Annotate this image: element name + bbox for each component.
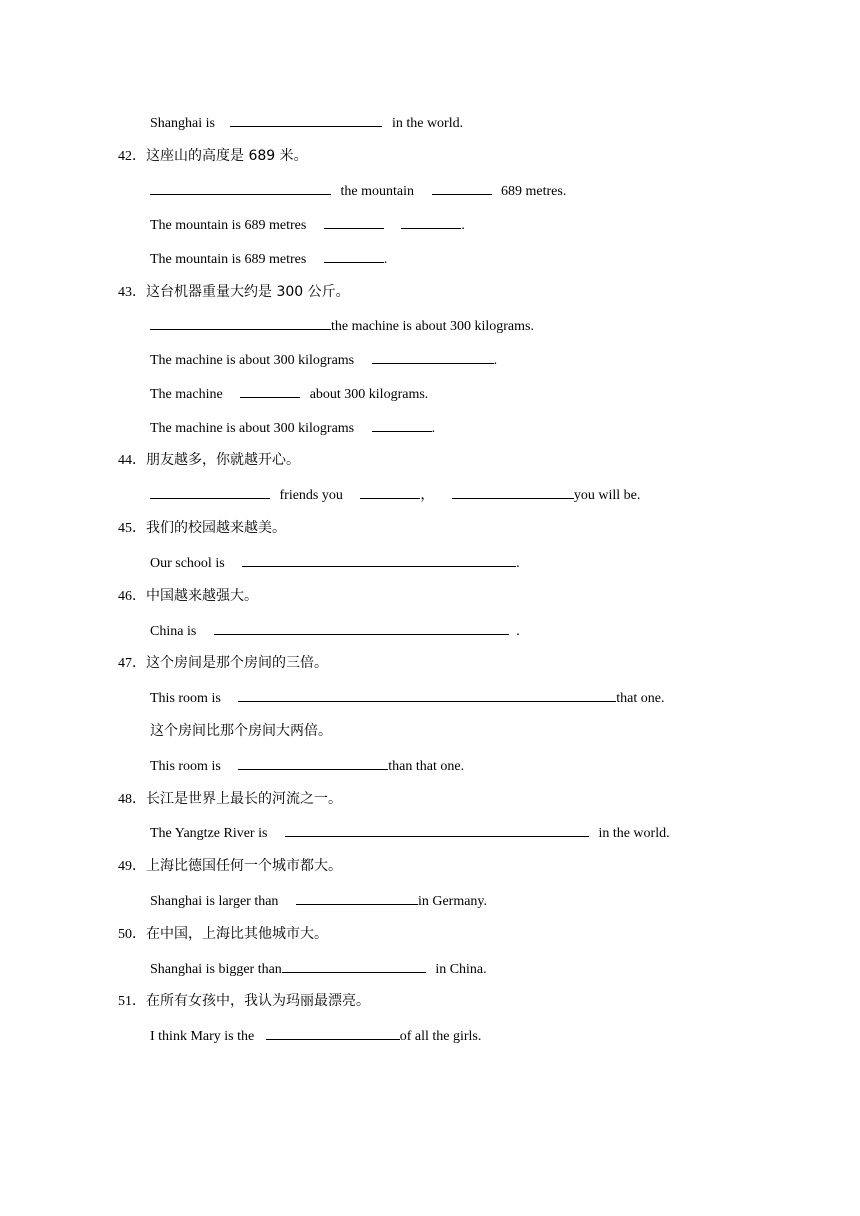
question-44 (118, 451, 300, 470)
answer-blank[interactable] (240, 384, 300, 398)
answer-line (150, 823, 670, 843)
answer-line (150, 384, 428, 404)
answer-blank[interactable] (150, 181, 331, 195)
answer-blank[interactable] (242, 553, 516, 567)
question-number: 50． (118, 927, 146, 942)
answer-line (150, 688, 665, 708)
sentence-text: in Germany. (417, 894, 488, 909)
answer-line (150, 316, 534, 336)
sentence-text: in the world. (391, 116, 464, 131)
sentence-text: that one. (616, 691, 665, 706)
sentence-text: . (516, 556, 520, 571)
answer-blank[interactable] (401, 215, 461, 229)
question-46 (118, 587, 258, 606)
answer-line (150, 249, 387, 269)
sentence-text: Shanghai is (150, 116, 215, 131)
sentence-text: Shanghai is larger than (150, 894, 279, 909)
question-48 (118, 790, 342, 809)
question-prompt: 长江是世界上最长的河流之一。 (146, 791, 342, 807)
sentence-text: The mountain is 689 metres (150, 252, 307, 267)
sentence-text: ， (420, 488, 435, 503)
sentence-text: in China. (435, 962, 487, 977)
answer-line (150, 553, 520, 573)
question-50 (118, 925, 328, 944)
answer-blank[interactable] (150, 316, 331, 330)
sentence-text: . (516, 624, 520, 639)
answer-line (150, 621, 520, 641)
answer-blank[interactable] (324, 249, 384, 263)
question-47 (118, 654, 328, 673)
sentence-text: The machine is about 300 kilograms (150, 421, 355, 436)
question-43 (118, 283, 350, 302)
question-number: 44． (118, 453, 146, 468)
answer-line (150, 181, 566, 201)
question-prompt: 在所有女孩中，我认为玛丽最漂亮。 (146, 993, 370, 1009)
question-prompt: 上海比德国任何一个城市都大。 (146, 858, 342, 874)
answer-line (150, 215, 465, 235)
question-number: 46． (118, 589, 146, 604)
question-number: 47． (118, 656, 146, 671)
answer-line (150, 959, 487, 979)
question-49 (118, 857, 342, 876)
sentence-text: . (461, 218, 465, 233)
sentence-text: This room is (150, 759, 221, 774)
answer-blank[interactable] (214, 621, 509, 635)
question-number: 48． (118, 792, 146, 807)
sentence-text: The Yangtze River is (150, 826, 268, 841)
sentence-text: The mountain is 689 metres (150, 218, 307, 233)
sentence-text: friends you (279, 488, 343, 503)
question-51 (118, 992, 370, 1011)
sentence-text: in the world. (598, 826, 670, 841)
sentence-text: . (493, 353, 498, 368)
question-number: 42． (118, 149, 146, 164)
sub-question-prompt (150, 722, 332, 741)
sentence-text: about 300 kilograms. (309, 387, 429, 402)
answer-blank[interactable] (150, 485, 270, 499)
sentence-text: than that one. (388, 759, 465, 774)
sentence-text: of all the girls. (399, 1029, 482, 1044)
sentence-text: This room is (150, 691, 221, 706)
answer-line (150, 891, 487, 911)
answer-blank[interactable] (266, 1026, 400, 1040)
question-prompt: 在中国，上海比其他城市大。 (146, 926, 328, 942)
answer-blank[interactable] (432, 181, 492, 195)
question-prompt: 这座山的高度是 689 米。 (146, 148, 308, 164)
sentence-text: the machine is about 300 kilograms. (331, 319, 534, 334)
answer-blank[interactable] (238, 756, 388, 770)
answer-line (150, 350, 497, 370)
answer-blank[interactable] (372, 350, 494, 364)
answer-blank[interactable] (238, 688, 616, 702)
sentence-text: The machine (150, 387, 223, 402)
sentence-text: you will be. (573, 488, 641, 503)
question-prompt: 这台机器重量大约是 300 公斤。 (146, 284, 350, 300)
answer-blank[interactable] (296, 891, 418, 905)
question-prompt: 我们的校园越来越美。 (146, 520, 286, 536)
answer-line (150, 485, 640, 505)
question-number: 43． (118, 285, 146, 300)
sentence-text: 689 metres. (501, 184, 567, 199)
question-45 (118, 519, 286, 538)
answer-line (150, 418, 435, 438)
sentence-text: Shanghai is bigger than (150, 962, 282, 977)
question-number: 45． (118, 521, 146, 536)
question-prompt: 这个房间是那个房间的三倍。 (146, 655, 328, 671)
question-prompt: 中国越来越强大。 (146, 588, 258, 604)
question-42 (118, 147, 308, 166)
question-number: 49． (118, 859, 146, 874)
answer-line (150, 756, 464, 776)
answer-blank[interactable] (372, 418, 432, 432)
sentence-text: Our school is (150, 556, 225, 571)
sentence-text: China is (150, 624, 197, 639)
sentence-text: . (383, 252, 388, 267)
answer-blank[interactable] (360, 485, 420, 499)
question-prompt: 这个房间比那个房间大两倍。 (150, 723, 332, 739)
answer-blank[interactable] (285, 823, 589, 837)
answer-line (150, 113, 463, 133)
answer-blank[interactable] (324, 215, 384, 229)
sentence-text: the mountain (340, 184, 414, 199)
answer-blank[interactable] (282, 959, 426, 973)
answer-blank[interactable] (230, 113, 382, 127)
question-number: 51． (118, 994, 146, 1009)
question-prompt: 朋友越多，你就越开心。 (146, 452, 300, 468)
answer-line (150, 1026, 481, 1046)
answer-blank[interactable] (452, 485, 574, 499)
sentence-text: . (431, 421, 436, 436)
sentence-text: I think Mary is the (150, 1029, 255, 1044)
sentence-text: The machine is about 300 kilograms (150, 353, 355, 368)
